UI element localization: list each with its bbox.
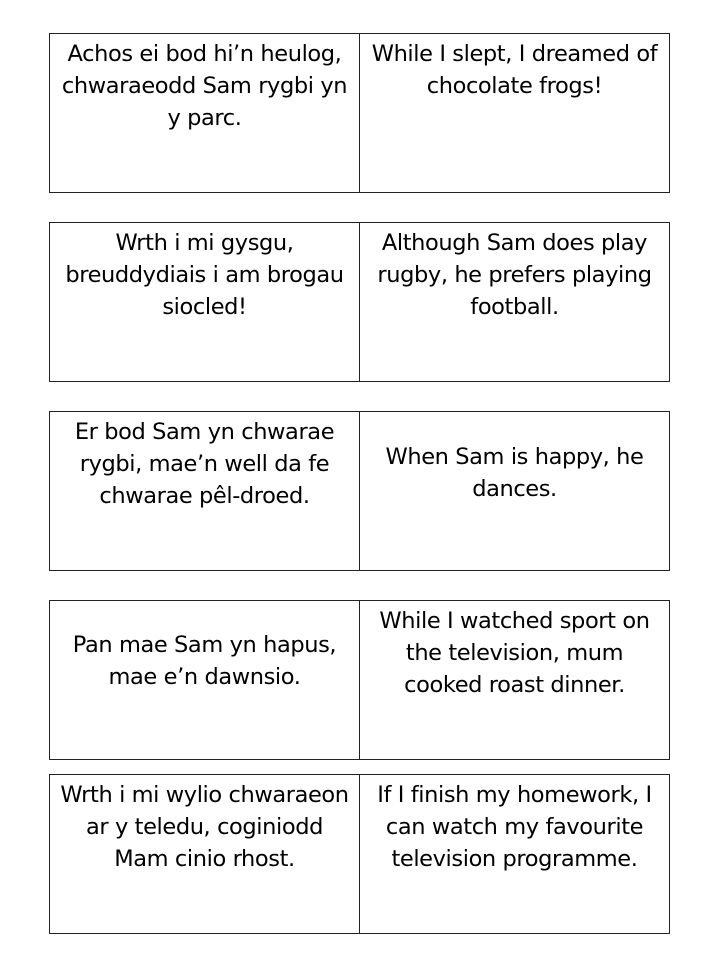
welsh-sentence: Wrth i mi gysgu, breuddydiais i am brogau siocled!	[65, 230, 344, 320]
english-cell	[360, 34, 669, 192]
english-cell	[360, 412, 669, 570]
english-cell	[360, 601, 669, 759]
card-row-2	[49, 222, 670, 382]
welsh-cell	[50, 223, 360, 381]
english-sentence: If I finish my homework, I can watch my favourite television programme.	[377, 782, 652, 872]
welsh-cell	[50, 601, 360, 759]
english-sentence: While I slept, I dreamed of chocolate frogs!	[371, 41, 658, 99]
english-cell	[360, 775, 669, 933]
english-sentence: When Sam is happy, he dances.	[385, 444, 644, 502]
english-sentence: While I watched sport on the television, mum cooked roast dinner.	[379, 608, 650, 698]
welsh-cell	[50, 775, 360, 933]
english-sentence: Although Sam does play rugby, he prefers playing football.	[377, 230, 652, 320]
welsh-sentence: Achos ei bod hi’n heulog, chwaraeodd Sam rygbi yn y parc.	[61, 41, 348, 131]
welsh-sentence: Er bod Sam yn chwarae rygbi, mae’n well da fe chwarae pêl-droed.	[74, 419, 335, 509]
card-row-4	[49, 600, 670, 760]
card-row-5	[49, 774, 670, 934]
english-cell	[360, 223, 669, 381]
welsh-sentence: Pan mae Sam yn hapus, mae e’n dawnsio.	[72, 632, 337, 690]
welsh-sentence: Wrth i mi wylio chwaraeon ar y teledu, coginiodd Mam cinio rhost.	[60, 782, 349, 872]
card-row-1	[49, 33, 670, 193]
card-row-3	[49, 411, 670, 571]
welsh-cell	[50, 34, 360, 192]
welsh-cell	[50, 412, 360, 570]
